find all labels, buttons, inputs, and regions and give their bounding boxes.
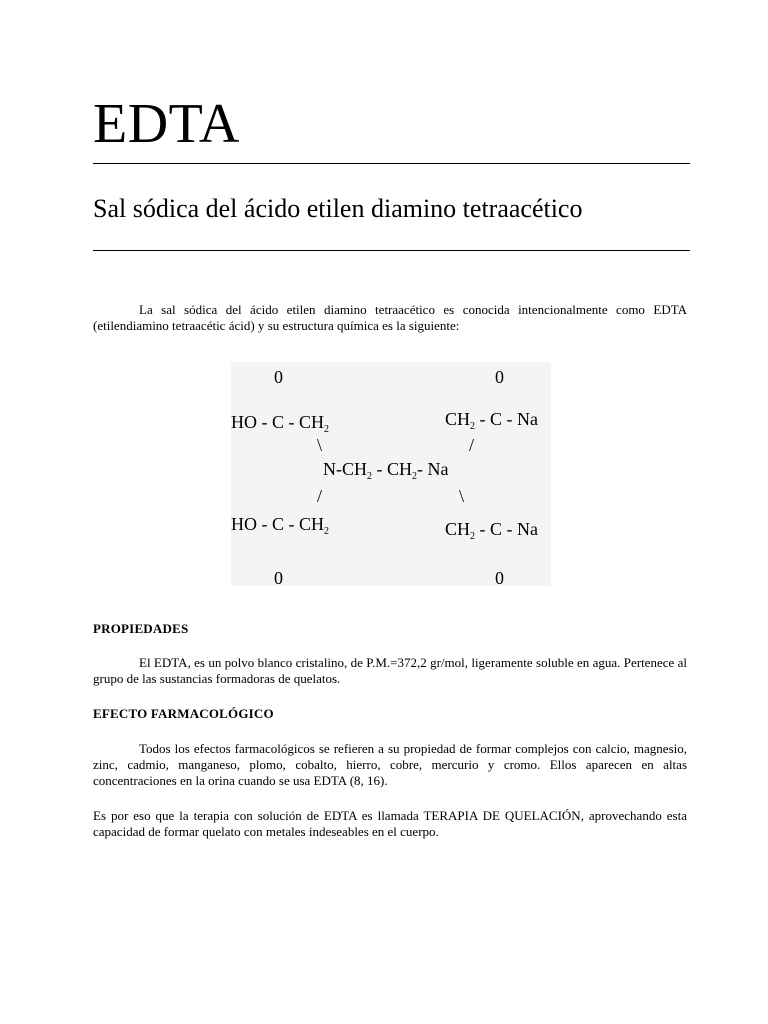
bottom-left-oxygen: 0 [274,568,283,586]
upper-left-group: HO - C - $CH_2$ [231,412,329,435]
page-title: EDTA [93,93,240,155]
edta-structure-diagram [231,362,551,586]
upper-right-group: $CH_2$ - C - Na [445,409,538,432]
center-chain: $N-CH_2 - CH_2-$ Na [323,459,449,482]
efecto-heading: EFECTO FARMACOLÓGICO [93,706,274,721]
subtitle-divider [93,250,690,251]
bond-upper-right: / [469,435,475,455]
lower-right-group: $CH_2$ - C - Na [445,519,538,542]
bond-upper-left: \ [317,435,323,455]
propiedades-heading: PROPIEDADES [93,621,189,636]
lower-left-group: HO - C - $CH_2$ [231,514,329,537]
bond-lower-left: / [317,486,323,506]
page-subtitle: Sal sódica del ácido etilen diamino tetraacético [93,194,583,223]
terapia-paragraph: Es por eso que la terapia con solución de EDTA es llamada TERAPIA DE QUELACIÓN, aprovechando esta capacidad de formar quelato con metales indeseables en el cuerpo. [93,808,687,839]
intro-paragraph: La sal sódica del ácido etilen diamino tetraacético es conocida intencionalmente como EDTA (etilendiamino tetraacétic ácid) y su estructura química es la siguiente: [93,302,687,333]
bottom-right-oxygen: 0 [495,568,504,586]
efecto-paragraph: Todos los efectos farmacológicos se refieren a su propiedad de formar complejos con calcio, magnesio, zinc, cadmio, manganeso, plomo, cobalto, hierro, cobre, mercurio y cromo. Ellos aparecen en altas concentraciones en la orina cuando se usa EDTA (8, 16). [93,741,687,788]
title-divider [93,163,690,164]
top-right-oxygen: 0 [495,367,504,387]
bond-lower-right: \ [459,486,465,506]
top-left-oxygen: 0 [274,367,283,387]
propiedades-paragraph: El EDTA, es un polvo blanco cristalino, de P.M.=372,2 gr/mol, ligeramente soluble en agua. Pertenece al grupo de las sustancias formadoras de quelatos. [93,655,687,686]
